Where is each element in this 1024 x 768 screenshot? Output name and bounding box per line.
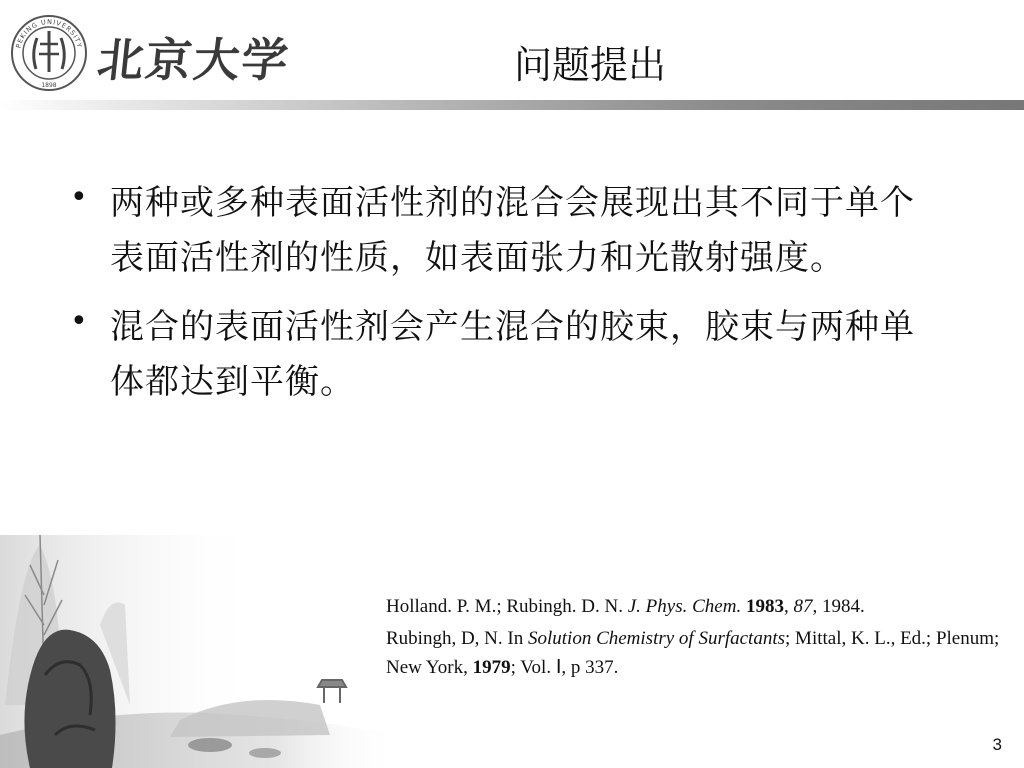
- bullet-icon: •: [70, 180, 88, 215]
- reference-2: [386, 624, 1011, 682]
- reference-editor: ; Mittal, K. L., Ed.; Plenum; New York,: [386, 628, 1000, 678]
- reference-pages: , 1984.: [812, 596, 865, 617]
- university-name: 北京大学: [94, 33, 293, 87]
- reference-authors: Holland. P. M.; Rubingh. D. N.: [386, 596, 628, 617]
- page-number: 3: [992, 735, 1002, 754]
- bullet-list: [64, 176, 944, 424]
- university-logo: [10, 14, 88, 92]
- reference-1: Holland. P. M.; Rubingh. D. N. J. Phys. Chem. 1983, 87, 1984.: [386, 596, 865, 617]
- seal-year: 1898: [41, 82, 57, 89]
- references: [386, 592, 1011, 685]
- reference-authors: Rubingh, D, N. In: [386, 628, 528, 649]
- reference-journal: J. Phys. Chem.: [627, 596, 742, 617]
- reference-pages: ; Vol. Ⅰ, p 337.: [510, 657, 619, 678]
- bullet-text: 混合的表面活性剂会产生混合的胶束，胶束与两种单体都达到平衡。: [110, 307, 915, 402]
- bullet-text: 两种或多种表面活性剂的混合会展现出其不同于单个表面活性剂的性质，如表面张力和光散射强度。: [110, 183, 915, 278]
- title-divider-bar: [0, 100, 1024, 110]
- seal-text: PEKING UNIVERSITY: [14, 17, 84, 49]
- bullet-item: [64, 176, 944, 286]
- reference-year: 1979: [472, 657, 511, 678]
- bullet-icon: •: [70, 304, 88, 339]
- reference-year: 1983: [745, 596, 784, 617]
- bullet-item: [64, 300, 944, 410]
- slide-title: 问题提出: [513, 43, 666, 87]
- peking-university-seal-icon: [10, 14, 88, 92]
- reference-book: Solution Chemistry of Surfactants: [527, 628, 786, 649]
- ink-landscape-image: [0, 505, 400, 768]
- reference-volume: 87: [793, 596, 813, 617]
